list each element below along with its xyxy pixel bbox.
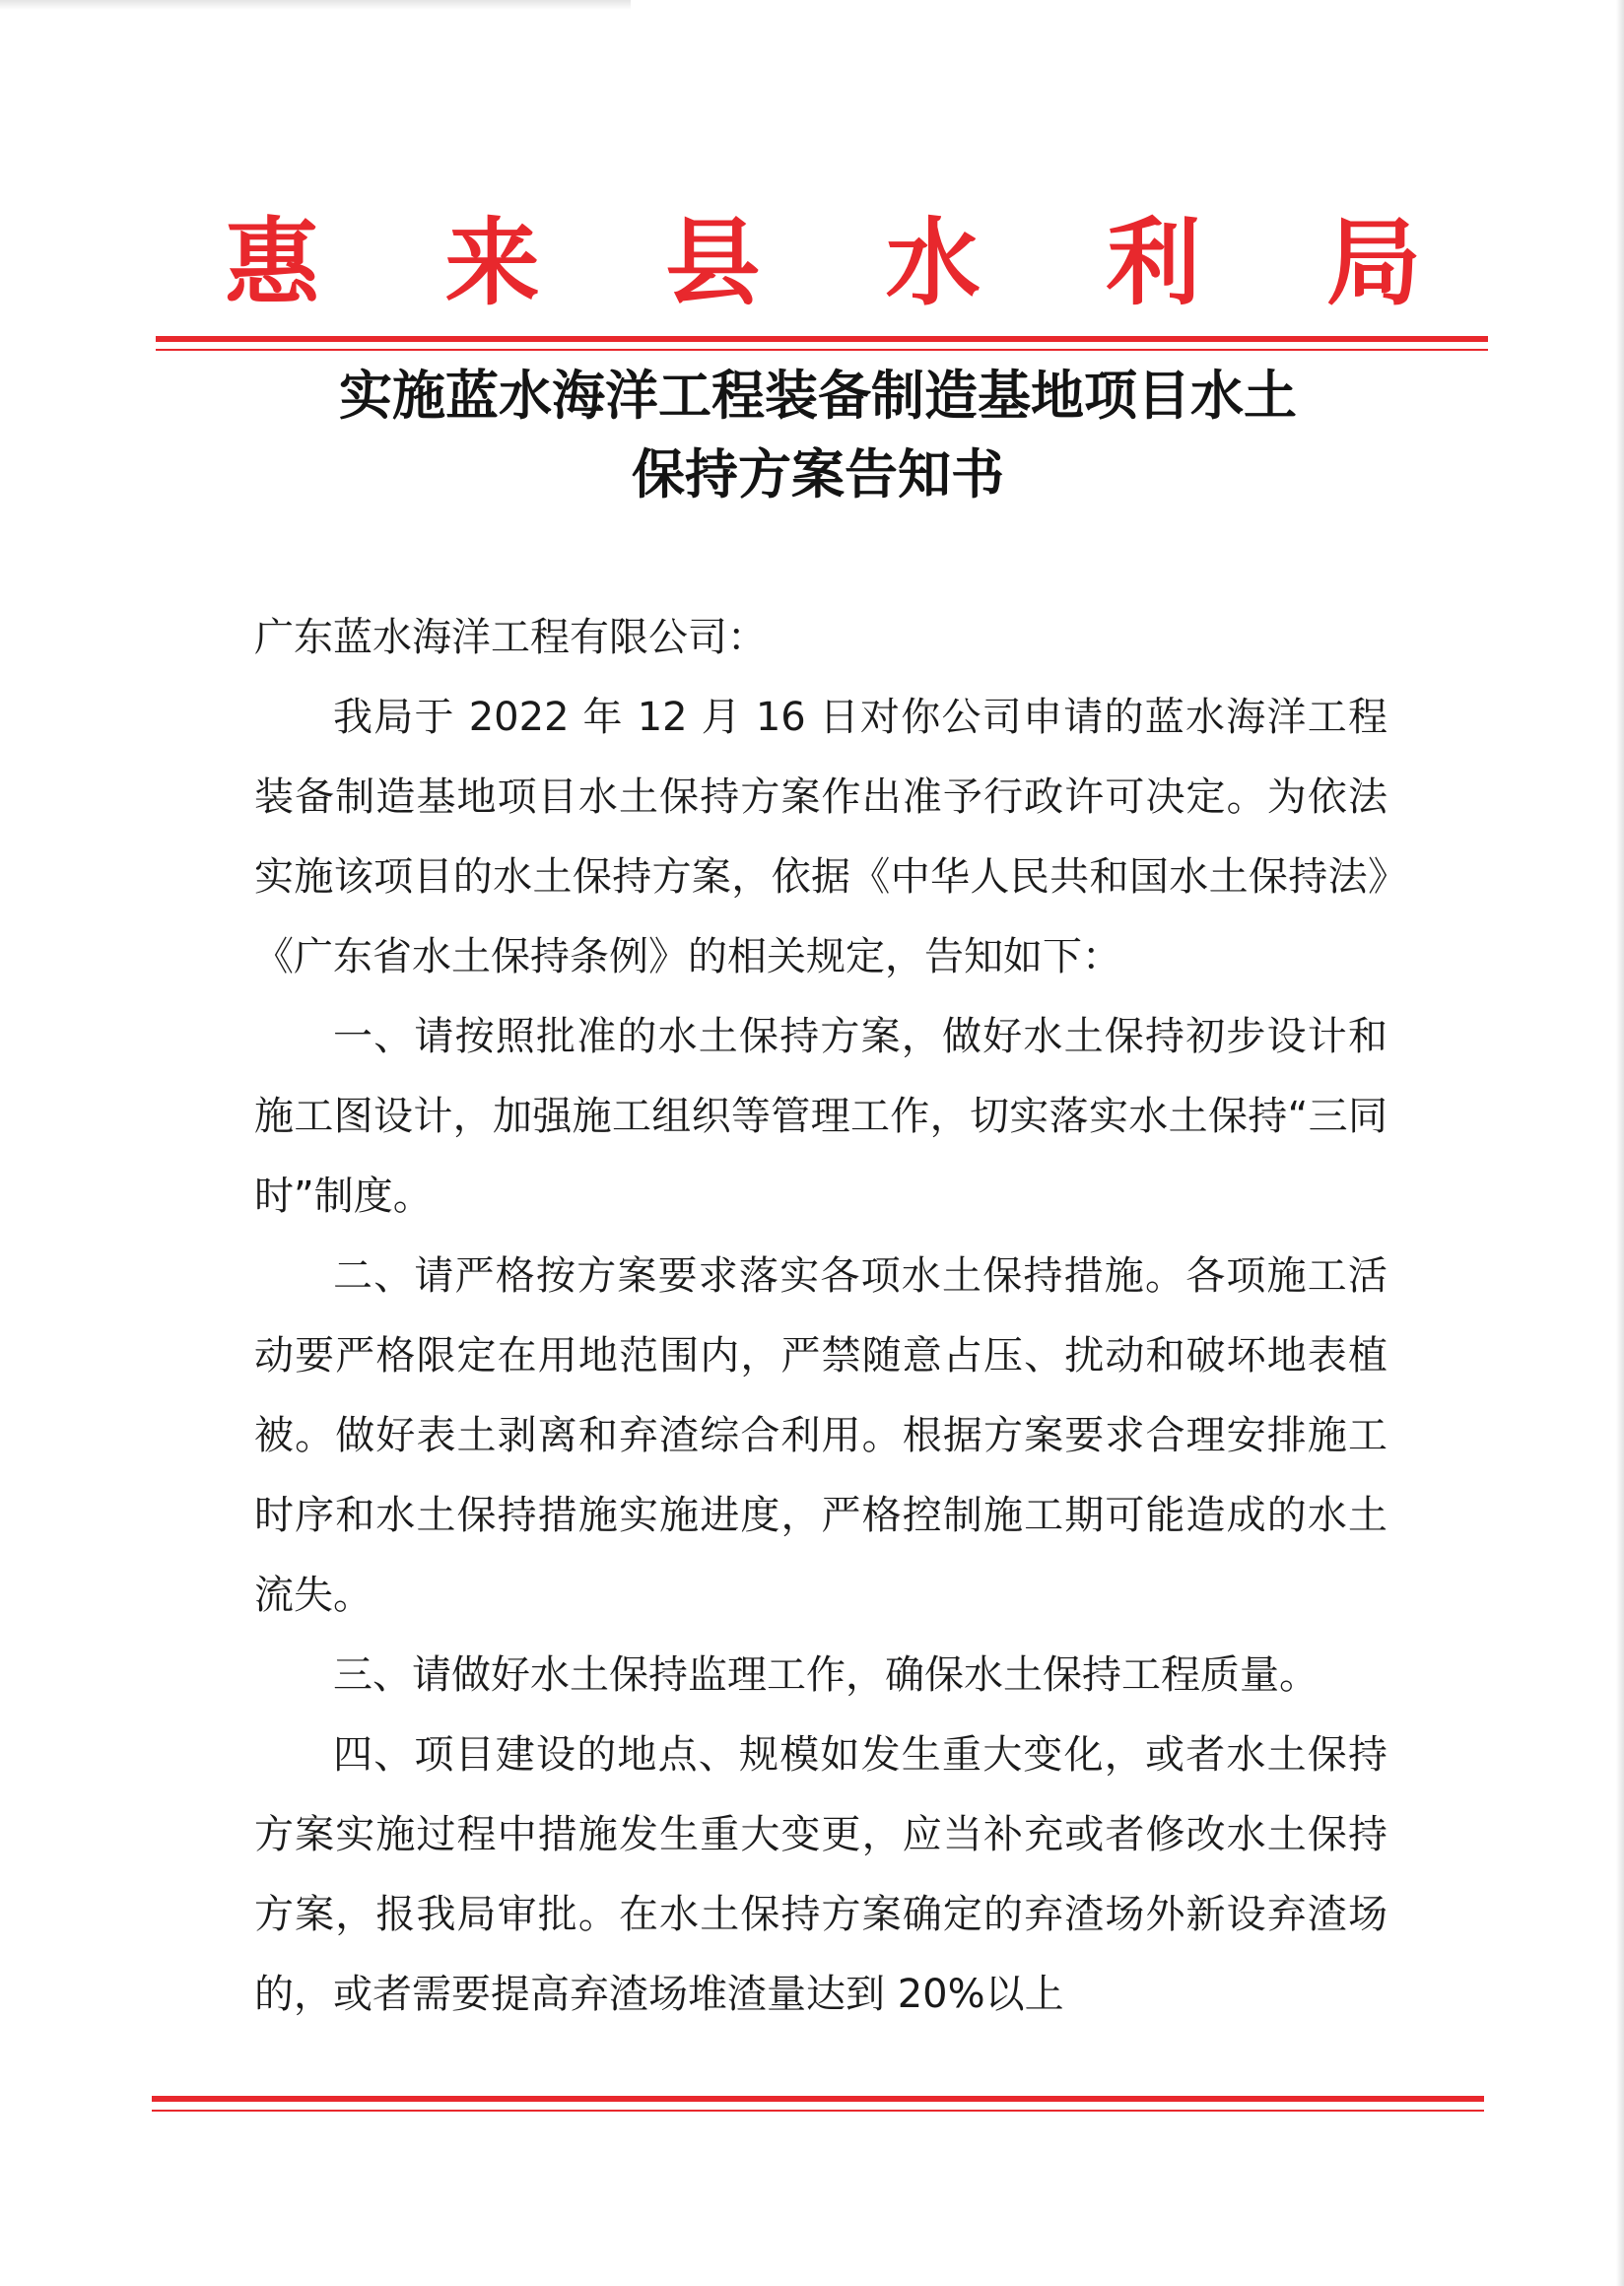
intro-paragraph: 我局于 2022 年 12 月 16 日对你公司申请的蓝水海洋工程装备制造基地项目水土保持方案作出准予行政许可决定。为依法实施该项目的水土保持方案，依据《中华人民共和国水土保持法》《广东省水土保持条例》的相关规定，告知如下：: [254, 695, 1387, 979]
agency-letterhead: [225, 209, 1421, 317]
agency-char: 利: [1106, 207, 1201, 318]
item-4-paragraph: 四、项目建设的地点、规模如发生重大变化，或者水土保持方案实施过程中措施发生重大变更，应当补充或者修改水土保持方案，报我局审批。在水土保持方案确定的弃渣场外新设弃渣场的，或者需要提高弃渣场堆渣量达到 20%以上: [254, 1732, 1387, 2017]
document-body: [254, 598, 1387, 2035]
footer-rule-thin: [152, 2110, 1484, 2112]
document-title: [158, 357, 1478, 514]
scan-shadow-right: [1616, 0, 1624, 2286]
agency-char: 惠: [225, 207, 319, 318]
title-line-1: 实施蓝水海洋工程装备制造基地项目水土: [339, 365, 1297, 427]
footer-rule-thick: [152, 2096, 1484, 2102]
title-line-2: 保持方案告知书: [632, 443, 1004, 505]
item-3-paragraph: 三、请做好水土保持监理工作，确保水土保持工程质量。: [333, 1652, 1319, 1698]
agency-char: 局: [1325, 207, 1421, 318]
item-2-paragraph: 二、请严格按方案要求落实各项水土保持措施。各项施工活动要严格限定在用地范围内，严禁随意占压、扰动和破坏地表植被。做好表土剥离和弃渣综合利用。根据方案要求合理安排施工时序和水土保持措施实施进度，严格控制施工期可能造成的水土流失。: [254, 1253, 1387, 1618]
agency-char: 来: [444, 207, 540, 318]
item-1-paragraph: 一、请按照批准的水土保持方案，做好水土保持初步设计和施工图设计，加强施工组织等管理工作，切实落实水土保持“三同时”制度。: [254, 1014, 1387, 1219]
agency-char: 县: [665, 207, 761, 318]
agency-char: 水: [885, 207, 981, 318]
salutation: 广东蓝水海洋工程有限公司：: [254, 615, 767, 660]
header-rule-thick: [156, 336, 1488, 342]
scan-shadow-top: [0, 0, 631, 10]
header-rule-thin: [156, 349, 1488, 351]
